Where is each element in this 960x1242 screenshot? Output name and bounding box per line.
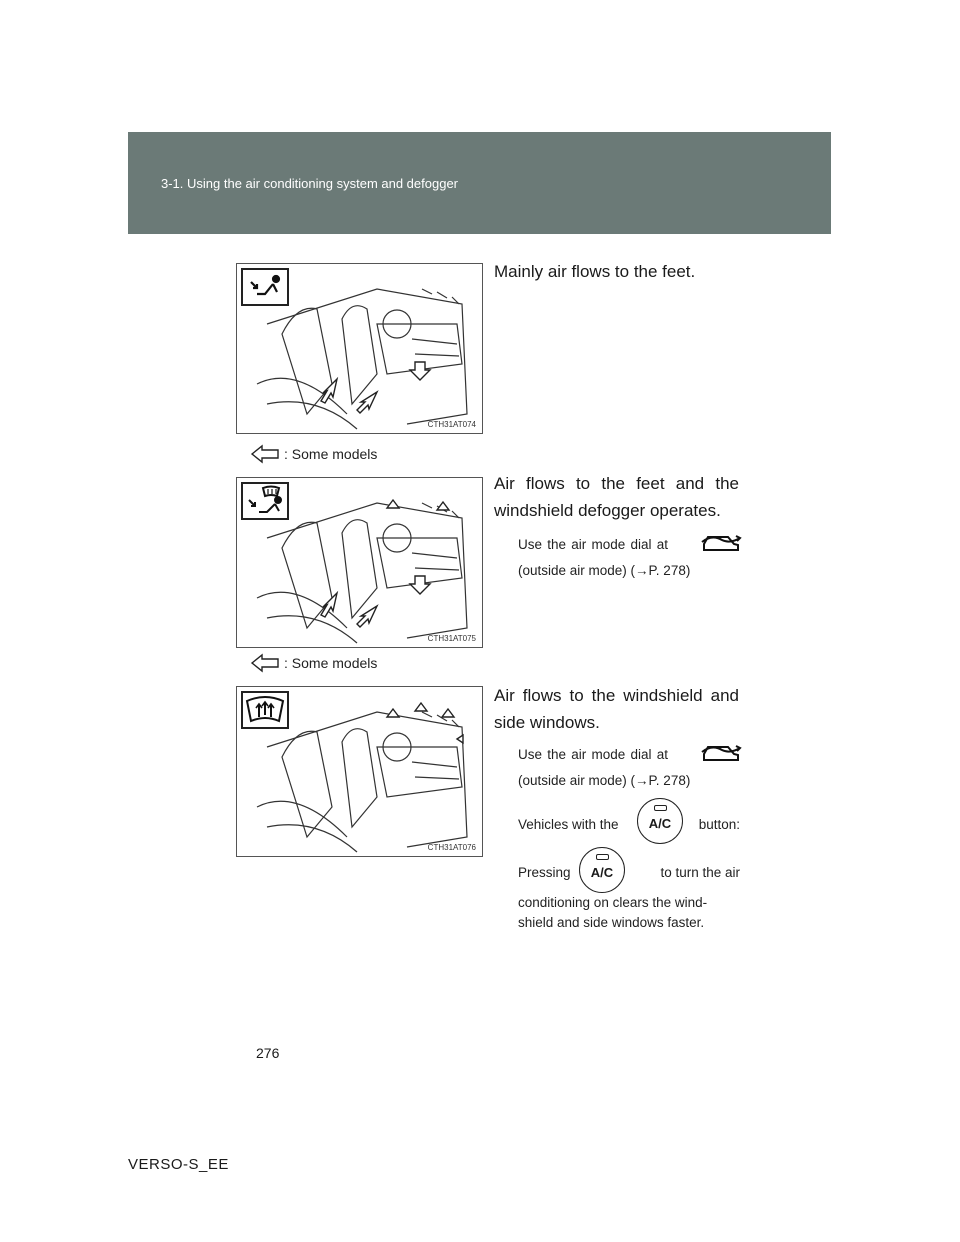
legend-text: : Some models	[284, 446, 378, 462]
legend-text: : Some models	[284, 655, 378, 671]
figure-code: CTH31AT075	[427, 634, 476, 643]
mode-description: Air flows to the windshield and side windows.	[494, 686, 739, 732]
feet-windshield-airflow-icon	[241, 482, 289, 520]
ac-button-label: A/C	[648, 816, 672, 831]
figure-code: CTH31AT076	[427, 843, 476, 852]
press-note-text: shield and side windows faster.	[518, 915, 705, 930]
mode-description: Mainly air flows to the feet.	[494, 262, 696, 281]
airflow-arrow-icon	[250, 444, 280, 464]
ac-button-icon	[637, 798, 683, 844]
airflow-arrow-icon	[250, 653, 280, 673]
section-header	[128, 132, 831, 234]
ac-note-text: Vehicles with the	[518, 817, 619, 832]
figure-feet-windshield-mode	[236, 477, 483, 648]
note-text: Use the air mode dial at	[518, 537, 668, 552]
page-number: 276	[256, 1045, 280, 1061]
ac-button-icon	[579, 847, 625, 893]
note-text: Use the air mode dial at	[518, 747, 668, 762]
press-note-text: to turn the air	[660, 865, 740, 880]
section-title: 3-1. Using the air conditioning system and defogger	[161, 176, 459, 191]
windshield-defroster-icon	[241, 691, 289, 729]
feet-airflow-icon	[241, 268, 289, 306]
document-code: VERSO-S_EE	[128, 1156, 229, 1173]
figure-feet-mode	[236, 263, 483, 434]
ac-button-label: A/C	[590, 865, 614, 880]
note-text: (outside air mode) (→P. 278)	[518, 773, 691, 788]
outside-air-note	[518, 532, 740, 584]
ac-note-text: button:	[698, 817, 740, 832]
press-note-text: conditioning on clears the wind-	[518, 895, 708, 910]
mode-description: Air flows to the feet and the windshield defogger operates.	[494, 474, 739, 520]
figure-windshield-mode	[236, 686, 483, 857]
ac-note	[518, 810, 740, 840]
outside-air-note	[518, 742, 740, 794]
figure-code: CTH31AT074	[427, 420, 476, 429]
press-note	[518, 858, 740, 888]
press-note-continued	[518, 893, 740, 933]
outside-air-mode-icon	[700, 532, 742, 556]
note-text: (outside air mode) (→P. 278)	[518, 563, 691, 578]
press-note-text: Pressing	[518, 865, 571, 880]
outside-air-mode-icon	[700, 742, 742, 766]
